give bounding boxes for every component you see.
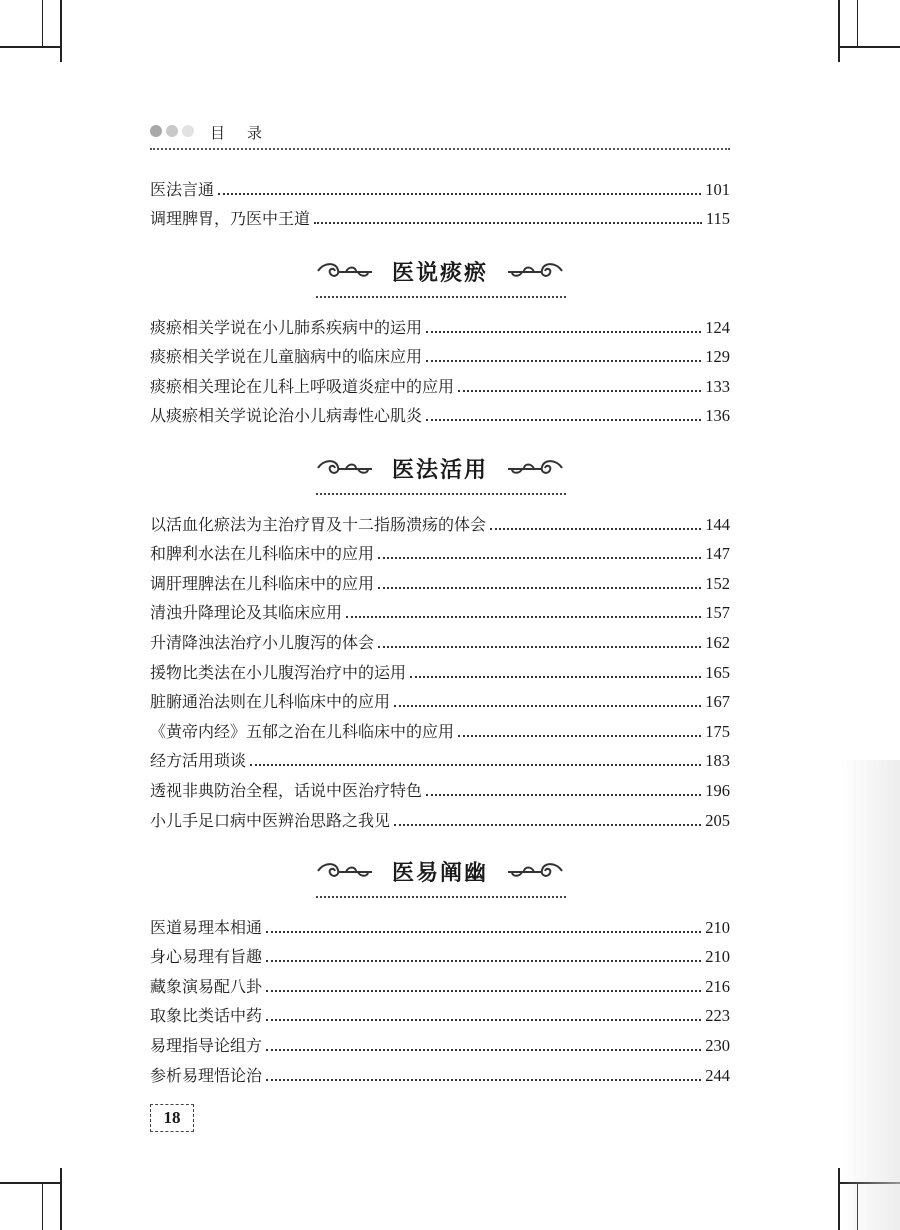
toc-entry-page: 133	[705, 376, 730, 396]
page-number: 18	[150, 1104, 194, 1132]
crop-mark	[42, 1184, 43, 1230]
toc-entry[interactable]	[150, 1056, 730, 1086]
toc-entry-title: 医法言通	[150, 179, 215, 199]
header-dotted-rule	[150, 148, 730, 150]
toc-entry-page: 244	[705, 1065, 730, 1085]
toc-leader	[266, 960, 701, 962]
toc-entry-title: 以活血化瘀法为主治疗胃及十二指肠溃疡的体会	[150, 514, 487, 534]
toc-entry-page: 157	[705, 603, 730, 623]
section-heading-1	[150, 250, 730, 310]
toc-entry[interactable]	[150, 338, 730, 368]
toc-entry-title: 痰瘀相关理论在儿科上呼吸道炎症中的应用	[150, 376, 455, 396]
toc-leader	[394, 705, 701, 707]
toc-entry-title: 升清降浊法治疗小儿腹泻的体会	[150, 632, 375, 652]
toc-entry-page: 152	[705, 573, 730, 593]
toc-leader	[266, 990, 701, 992]
toc-entry-page: 216	[705, 976, 730, 996]
toc-entry[interactable]	[150, 908, 730, 938]
toc-entry[interactable]	[150, 594, 730, 624]
toc-entry-page: 167	[705, 692, 730, 712]
toc-entry[interactable]	[150, 938, 730, 968]
toc-leader	[378, 587, 701, 589]
toc-entry[interactable]	[150, 397, 730, 427]
toc-leader	[378, 646, 701, 648]
cloud-ornament-icon	[504, 258, 566, 284]
toc-entry[interactable]	[150, 367, 730, 397]
toc-entry-title: 清浊升降理论及其临床应用	[150, 603, 343, 623]
toc-entry-page: 210	[705, 947, 730, 967]
section-title: 医法活用	[391, 457, 488, 483]
running-header	[150, 122, 730, 152]
toc-entry-title: 和脾利水法在儿科临床中的应用	[150, 544, 375, 564]
toc-entry[interactable]	[150, 771, 730, 801]
toc-entry-page: 124	[705, 317, 730, 337]
section-dotted-rule	[316, 296, 566, 298]
toc-leader	[426, 419, 701, 421]
toc-leader	[218, 193, 701, 195]
toc-entry-title: 痰瘀相关学说在儿童脑病中的临床应用	[150, 347, 423, 367]
header-title: 目录	[210, 124, 285, 142]
toc-entry[interactable]	[150, 653, 730, 683]
toc-entry-page: 129	[705, 347, 730, 367]
cloud-ornament-icon	[504, 455, 566, 481]
toc-entry-title: 痰瘀相关学说在小儿肺系疾病中的运用	[150, 317, 423, 337]
crop-mark	[838, 46, 900, 48]
toc-entry-page: 162	[705, 632, 730, 652]
crop-mark	[857, 0, 858, 46]
toc-entry-title: 援物比类法在小儿腹泻治疗中的运用	[150, 662, 407, 682]
toc-leader	[426, 794, 701, 796]
crop-mark	[0, 46, 62, 48]
toc-entry[interactable]	[150, 683, 730, 713]
header-dot	[150, 125, 162, 137]
toc-entry-title: 参析易理悟论治	[150, 1065, 263, 1085]
toc-entry-title: 经方活用琐谈	[150, 751, 247, 771]
toc-entry-page: 230	[705, 1035, 730, 1055]
header-dot	[166, 125, 178, 137]
toc-entry-page: 223	[705, 1006, 730, 1026]
toc-entry[interactable]	[150, 623, 730, 653]
toc-leader	[394, 824, 701, 826]
crop-mark	[60, 1168, 62, 1230]
toc-leader	[314, 222, 702, 224]
toc-entry-page: 115	[705, 209, 730, 229]
toc-entry-title: 医道易理本相通	[150, 917, 263, 937]
toc-list-section-3	[150, 908, 730, 1086]
section-heading-2	[150, 447, 730, 507]
toc-leader	[346, 616, 701, 618]
toc-leader	[266, 1049, 701, 1051]
toc-entry-title: 调理脾胃，乃医中王道	[150, 209, 311, 229]
crop-mark	[42, 0, 43, 46]
toc-entry-title: 透视非典防治全程，话说中医治疗特色	[150, 780, 423, 800]
toc-leader	[266, 1079, 701, 1081]
header-dots	[150, 125, 194, 137]
section-dotted-rule	[316, 493, 566, 495]
toc-leader	[458, 735, 701, 737]
section-title: 医说痰瘀	[391, 260, 488, 286]
toc-leader	[250, 764, 701, 766]
toc-leader	[378, 557, 701, 559]
toc-entry-page: 136	[705, 406, 730, 426]
toc-entry-page: 101	[705, 179, 730, 199]
toc-entry[interactable]	[150, 308, 730, 338]
toc-leader	[426, 331, 701, 333]
toc-leader	[458, 390, 701, 392]
toc-entry[interactable]	[150, 742, 730, 772]
toc-entry-title: 小儿手足口病中医辨治思路之我见	[150, 810, 391, 830]
toc-leader	[266, 1019, 701, 1021]
toc-entry-title: 脏腑通治法则在儿科临床中的应用	[150, 692, 391, 712]
toc-entry[interactable]	[150, 505, 730, 535]
cloud-ornament-icon	[504, 858, 566, 884]
section-title: 医易阐幽	[391, 860, 488, 886]
crop-mark	[838, 0, 840, 62]
toc-entry[interactable]	[150, 200, 730, 230]
toc-entry-page: 205	[705, 810, 730, 830]
toc-leader	[490, 528, 701, 530]
toc-entry-page: 183	[705, 751, 730, 771]
toc-entry-page: 165	[705, 662, 730, 682]
crop-mark	[0, 1182, 62, 1184]
toc-entry-page: 210	[705, 917, 730, 937]
toc-entry-title: 藏象演易配八卦	[150, 976, 263, 996]
toc-entry[interactable]	[150, 997, 730, 1027]
toc-entry[interactable]	[150, 967, 730, 997]
crop-mark	[60, 0, 62, 62]
toc-entry-page: 175	[705, 721, 730, 741]
toc-entry[interactable]	[150, 535, 730, 565]
toc-list-section-2	[150, 505, 730, 831]
toc-leader	[426, 360, 701, 362]
toc-entry[interactable]	[150, 170, 730, 200]
header-dot	[182, 125, 194, 137]
toc-entry-page: 147	[705, 544, 730, 564]
page-edge-shadow	[840, 760, 900, 1230]
section-dotted-rule	[316, 896, 566, 898]
toc-list-section-1	[150, 308, 730, 426]
toc-entry-title: 《黄帝内经》五郁之治在儿科临床中的应用	[150, 721, 455, 741]
section-heading-3	[150, 850, 730, 910]
toc-entry-title: 易理指导论组方	[150, 1035, 263, 1055]
toc-entry-page: 196	[705, 780, 730, 800]
toc-entry-title: 调肝理脾法在儿科临床中的应用	[150, 573, 375, 593]
toc-list-top	[150, 170, 730, 229]
toc-entry[interactable]	[150, 712, 730, 742]
toc-leader	[410, 676, 701, 678]
toc-entry[interactable]	[150, 801, 730, 831]
toc-entry-title: 从痰瘀相关学说论治小儿病毒性心肌炎	[150, 406, 423, 426]
toc-entry-page: 144	[705, 514, 730, 534]
toc-entry[interactable]	[150, 564, 730, 594]
toc-leader	[266, 931, 701, 933]
toc-entry-title: 身心易理有旨趣	[150, 947, 263, 967]
toc-entry-title: 取象比类话中药	[150, 1006, 263, 1026]
toc-entry[interactable]	[150, 1026, 730, 1056]
